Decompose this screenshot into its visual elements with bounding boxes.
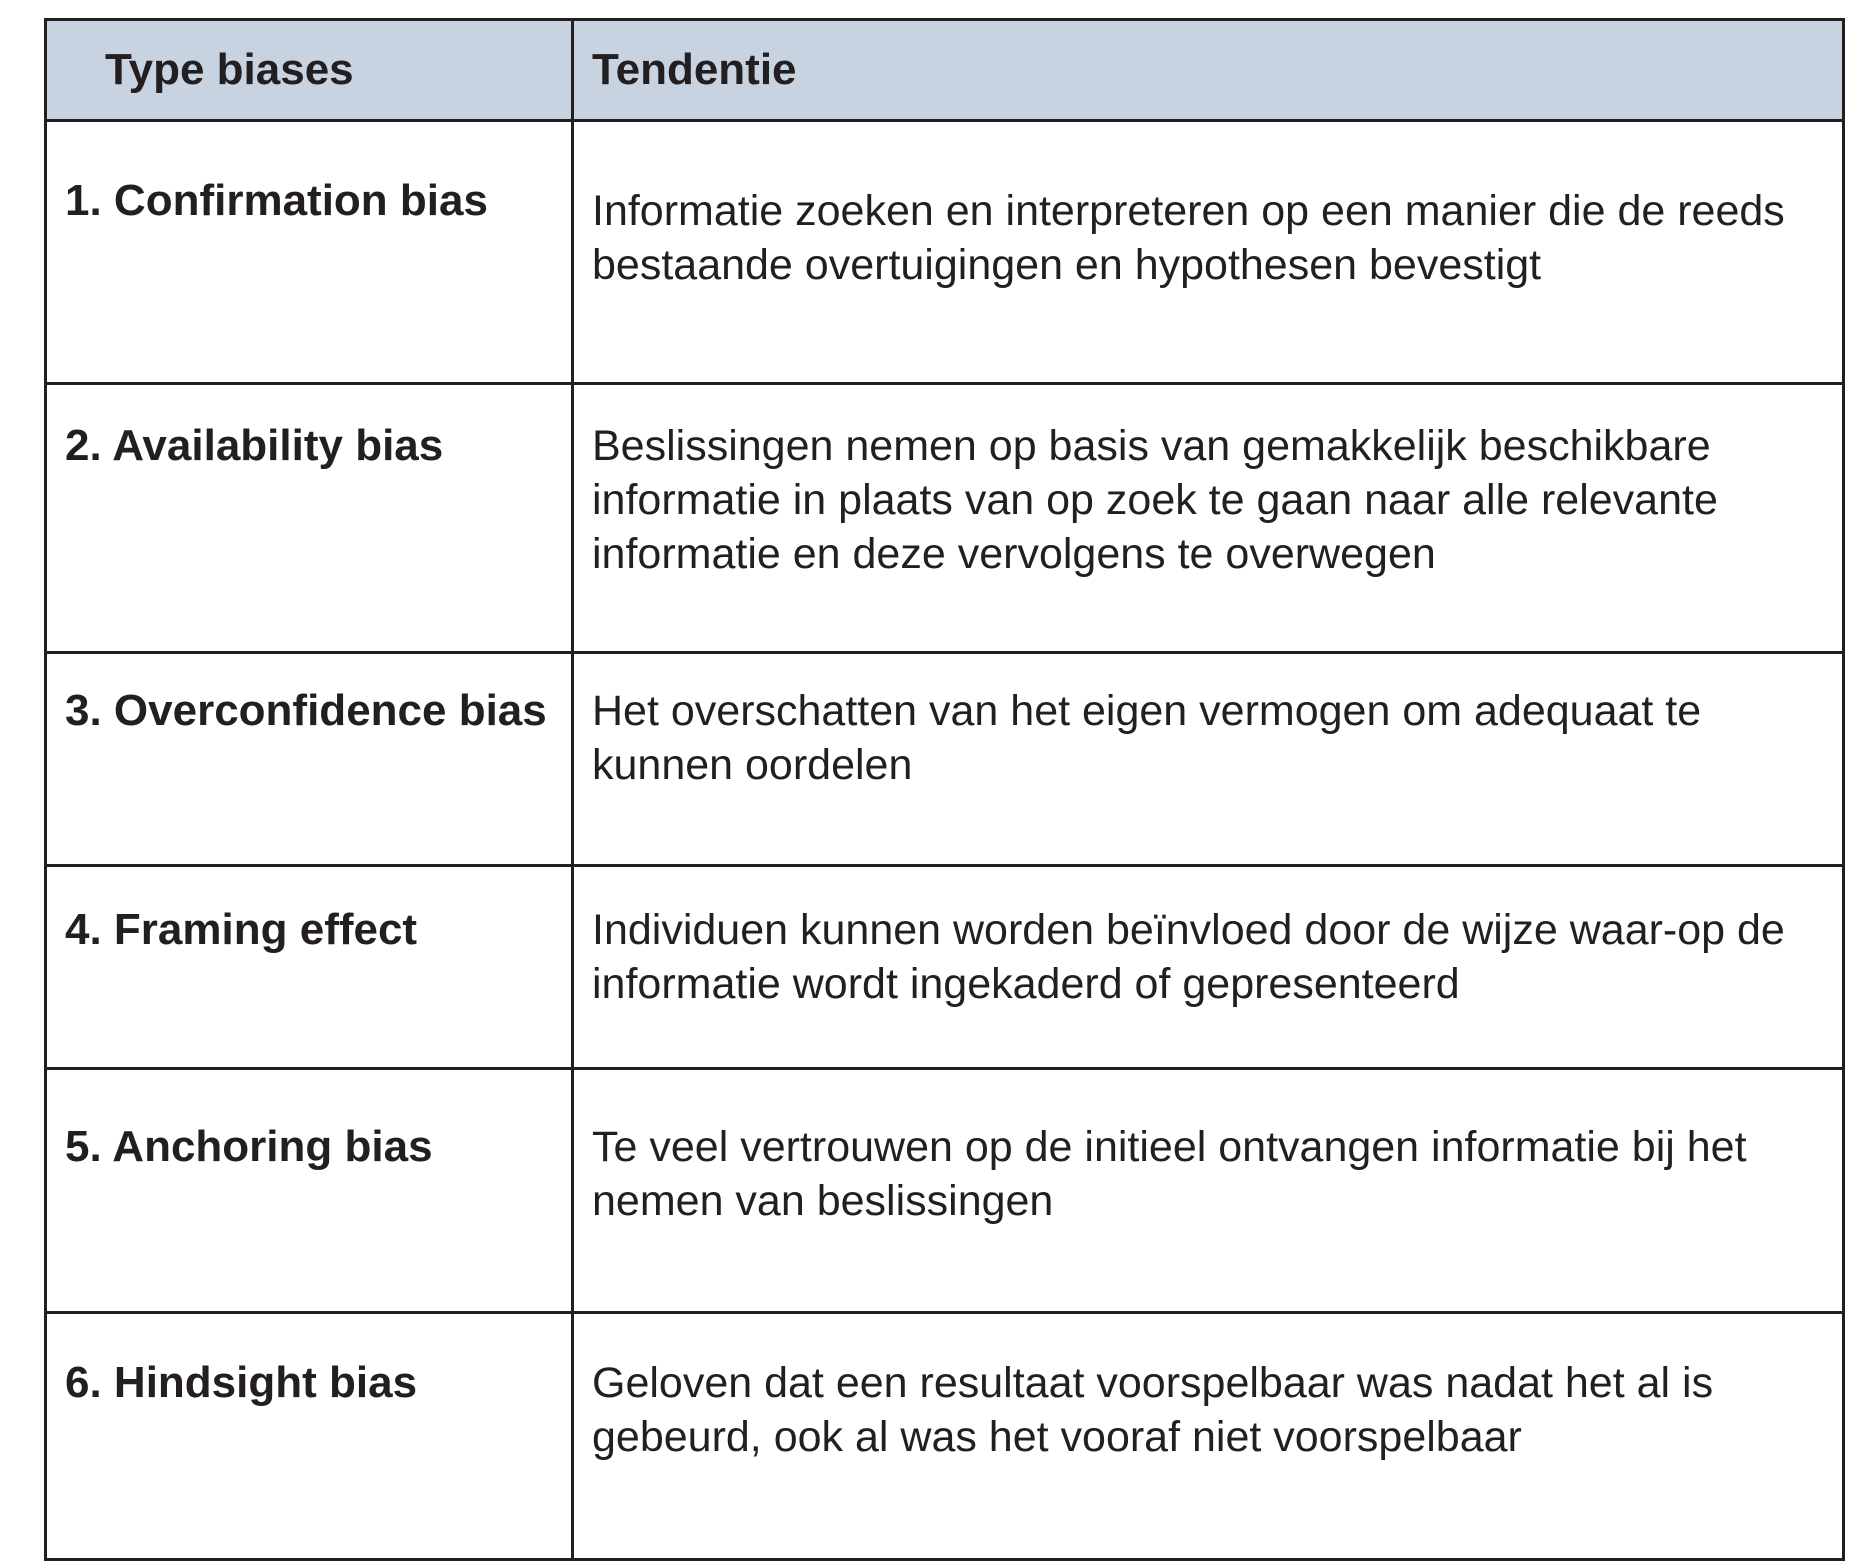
bias-tendency-cell: Het overschatten van het eigen vermogen om adequaat te kunnen oordelen: [573, 653, 1844, 866]
table-row: [46, 1069, 1844, 1313]
table-row: [46, 1313, 1844, 1560]
header-type-biases: Type biases: [46, 20, 573, 121]
bias-table-container: [44, 18, 1842, 1461]
table-row: [46, 653, 1844, 866]
bias-type-cell: 2. Availability bias: [46, 384, 573, 653]
bias-type-cell: 5. Anchoring bias: [46, 1069, 573, 1313]
bias-tendency-cell: Beslissingen nemen op basis van gemakkelijk beschikbare informatie in plaats van op zoek te gaan naar alle relevante informatie en deze vervolgens te overwegen: [573, 384, 1844, 653]
bias-type-cell: 3. Overconfidence bias: [46, 653, 573, 866]
bias-tendency-cell: Geloven dat een resultaat voorspelbaar was nadat het al is gebeurd, ook al was het vooraf niet voorspelbaar: [573, 1313, 1844, 1560]
table-header: [46, 20, 1844, 121]
bias-tendency-cell: Individuen kunnen worden beïnvloed door de wijze waar-op de informatie wordt ingekaderd of gepresenteerd: [573, 866, 1844, 1069]
bias-tendency-cell: Informatie zoeken en interpreteren op een manier die de reeds bestaande overtuigingen en hypothesen bevestigt: [573, 121, 1844, 384]
bias-table: [44, 18, 1845, 1561]
header-row: [46, 20, 1844, 121]
bias-tendency-cell: Te veel vertrouwen op de initieel ontvangen informatie bij het nemen van beslissingen: [573, 1069, 1844, 1313]
bias-type-cell: 6. Hindsight bias: [46, 1313, 573, 1560]
table-row: [46, 866, 1844, 1069]
bias-type-cell: 1. Confirmation bias: [46, 121, 573, 384]
table-row: [46, 121, 1844, 384]
header-tendentie: Tendentie: [573, 20, 1844, 121]
table-row: [46, 384, 1844, 653]
table-body: [46, 121, 1844, 1560]
bias-type-cell: 4. Framing effect: [46, 866, 573, 1069]
